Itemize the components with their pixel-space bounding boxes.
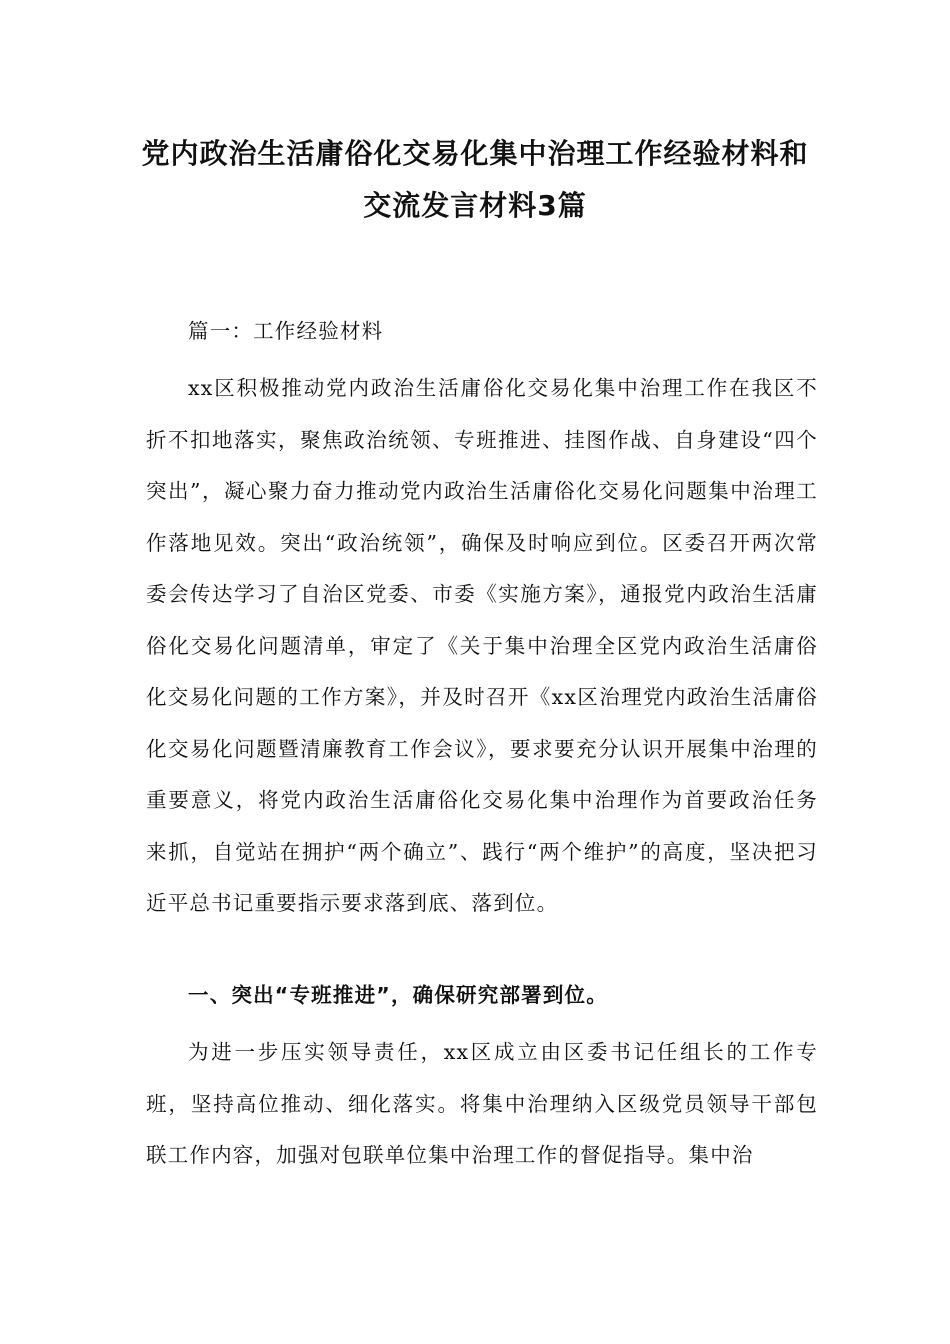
title-line-1: 党内政治生活庸俗化交易化集中治理工作经验材料和 [141, 137, 809, 170]
section-label: 篇一：工作经验材料 [188, 319, 384, 343]
title-line-2: 交流发言材料3篇 [363, 189, 587, 222]
paragraph-2: 为进一步压实领导责任，xx区成立由区委书记任组长的工作专班，坚持高位推动、细化落实。将集中治理纳入区级党员领导干部包联工作内容，加强对包联单位集中治理工作的督促指导。集中治 [146, 1040, 818, 1167]
section-heading-1: 一、突出“专班推进”，确保研究部署到位。 [188, 983, 608, 1007]
paragraph-1: xx区积极推动党内政治生活庸俗化交易化集中治理工作在我区不折不扣地落实，聚焦政治统领、专班推进、挂图作战、自身建设“四个突出”，凝心聚力奋力推动党内政治生活庸俗化交易化问题集中治理工作落地见效。突出“政治统领”，确保及时响应到位。区委召开两次常委会传达学习了自治区党委、市委《实施方案》，通报党内政治生活庸俗化交易化问题清单，审定了《关于集中治理全区党内政治生活庸俗化交易化问题的工作方案》，并及时召开《xx区治理党内政治生活庸俗化交易化问题暨清廉教育工作会议》，要求要充分认识开展集中治理的重要意义，将党内政治生活庸俗化交易化集中治理作为首要政治任务来抓，自觉站在拥护“两个确立”、践行“两个维护”的高度，坚决把习近平总书记重要指示要求落到底、落到位。 [146, 376, 818, 915]
document-title [140, 128, 810, 232]
